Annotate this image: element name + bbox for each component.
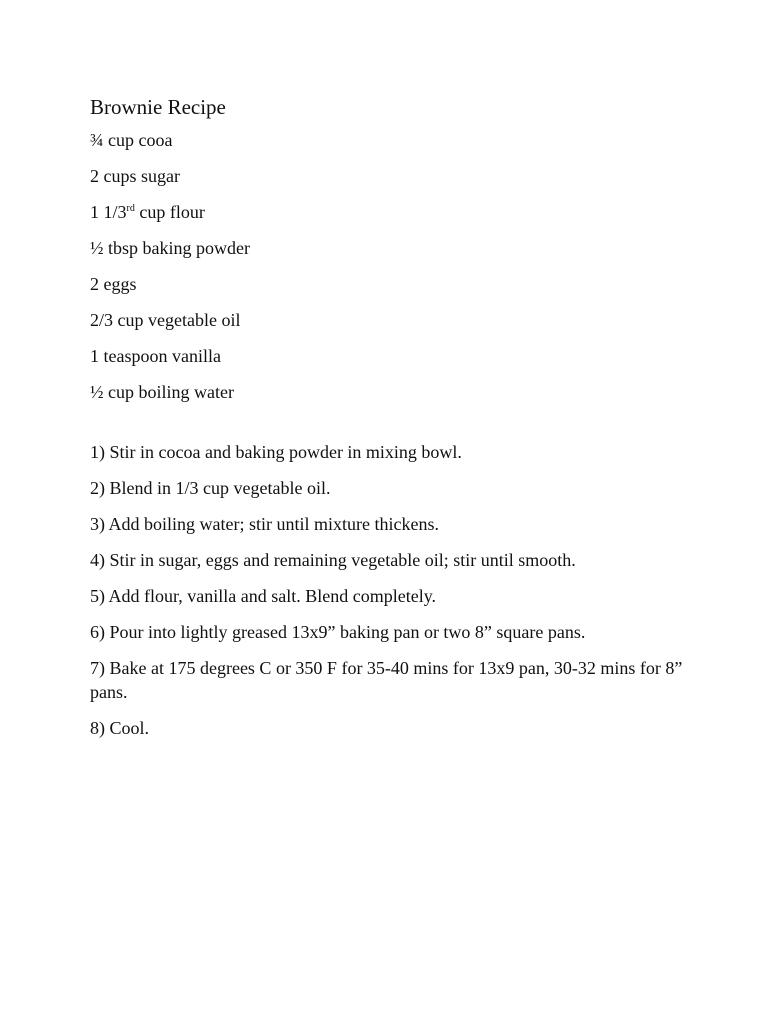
instruction-step: 5) Add flour, vanilla and salt. Blend completely. (90, 586, 437, 606)
instruction-step: 6) Pour into lightly greased 13x9” baking pan or two 8” square pans. (90, 622, 586, 642)
ingredient-item: ½ cup boiling water (90, 382, 234, 402)
ingredient-item: 1 teaspoon vanilla (90, 346, 221, 366)
instruction-step: 3) Add boiling water; stir until mixture thickens. (90, 514, 439, 534)
ingredient-list (90, 128, 690, 404)
instruction-step: 2) Blend in 1/3 cup vegetable oil. (90, 478, 331, 498)
ordinal-suffix: rd (126, 203, 135, 214)
ingredient-item: ¾ cup cooa (90, 130, 173, 150)
instruction-list (90, 440, 690, 740)
ingredient-item: ½ tbsp baking powder (90, 238, 250, 258)
ingredient-item: 2 cups sugar (90, 166, 180, 186)
ingredient-item: 2/3 cup vegetable oil (90, 310, 241, 330)
instruction-step: 4) Stir in sugar, eggs and remaining vegetable oil; stir until smooth. (90, 550, 576, 570)
ingredient-amount: 1 1/3 (90, 202, 127, 222)
ingredient-item: 2 eggs (90, 274, 137, 294)
instruction-step: 8) Cool. (90, 718, 150, 738)
instruction-step: 1) Stir in cocoa and baking powder in mixing bowl. (90, 442, 462, 462)
ingredient-name: cup flour (134, 202, 205, 222)
instruction-step: 7) Bake at 175 degrees C or 350 F for 35-40 mins for 13x9 pan, 30-32 mins for 8” pans. (90, 658, 683, 702)
document-title: Brownie Recipe (90, 95, 226, 119)
document-page (90, 92, 690, 752)
ingredient-item (90, 200, 690, 224)
